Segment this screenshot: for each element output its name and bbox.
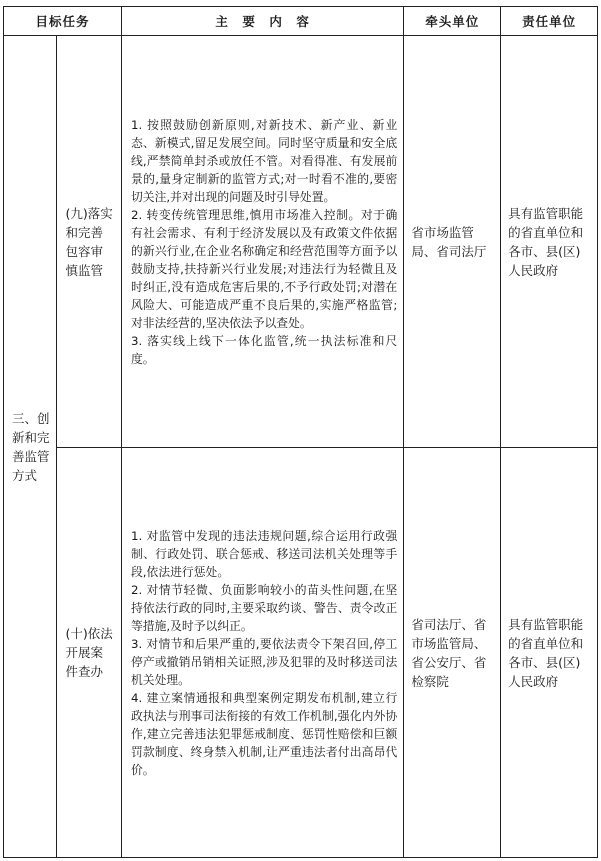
content-item: 4. 建立案情通报和典型案例定期发布机制,建立行政执法与刑事司法衔接的有效工作机制,强化内外协作,建立完善违法犯罪惩戒制度、惩罚性赔偿和巨额罚款制度、终身禁入机制,让严重违法者付出高昂代价。 [130,690,398,777]
lead-unit-cell: 省市场监管局、省司法厅 [404,36,501,448]
content-item: 3. 落实线上线下一体化监管,统一执法标准和尺度。 [130,333,398,366]
content-item: 1. 对监管中发现的违法违规问题,综合运用行政强制、行政处罚、联合惩戒、移送司法机关处理等手段,依法进行惩处。 [130,528,398,579]
content-item: 3. 对情节和后果严重的,要依法责令下架召回,停工停产或撤销吊销相关证照,涉及犯罪的及时移送司法机关处理。 [130,636,398,687]
header-content: 主 要 内 容 [121,7,403,36]
content-cell [121,36,403,448]
task-table [3,6,598,858]
header-target: 目标任务 [4,7,122,36]
responsible-unit-cell: 具有监管职能的省直单位和各市、县(区)人民政府 [501,448,598,858]
content-item: 1. 按照鼓励创新原则,对新技术、新产业、新业态、新模式,留足发展空间。同时坚守质量和安全底线,严禁简单封杀或放任不管。对看得准、有发展前景的,量身定制新的监管方式;对一时看不准的,要密切关注,并对出现的问题及时引导处置。 [130,117,398,204]
header-responsible-unit: 责任单位 [501,7,598,36]
table-row [4,448,598,858]
content-cell [121,448,403,858]
subtask-cell: (九)落实和完善包容审慎监管 [57,36,122,448]
content-item: 2. 转变传统管理思维,慎用市场准入控制。对于确有社会需求、有利于经济发展以及有政策文件依据的新兴行业,在企业名称确定和经营范围等方面予以鼓励支持,扶持新兴行业发展;对违法行为轻微且及时纠正,没有造成危害后果的,不予行政处罚;对潜在风险大、可能造成严重不良后果的,实施严格监管;对非法经营的,坚决依法予以查处。 [130,207,398,330]
header-lead-unit: 牵头单位 [404,7,501,36]
lead-unit-cell: 省司法厅、省市场监管局、省公安厅、省检察院 [404,448,501,858]
table-row [4,36,598,448]
subtask-cell: (十)依法开展案件查办 [57,448,122,858]
responsible-unit-cell: 具有监管职能的省直单位和各市、县(区)人民政府 [501,36,598,448]
category-cell: 三、创新和完善监管方式 [4,36,57,858]
content-item: 2. 对情节轻微、负面影响较小的苗头性问题,在坚持依法行政的同时,主要采取约谈、警告、责令改正等措施,及时予以纠正。 [130,582,398,633]
table-header-row [4,7,598,36]
